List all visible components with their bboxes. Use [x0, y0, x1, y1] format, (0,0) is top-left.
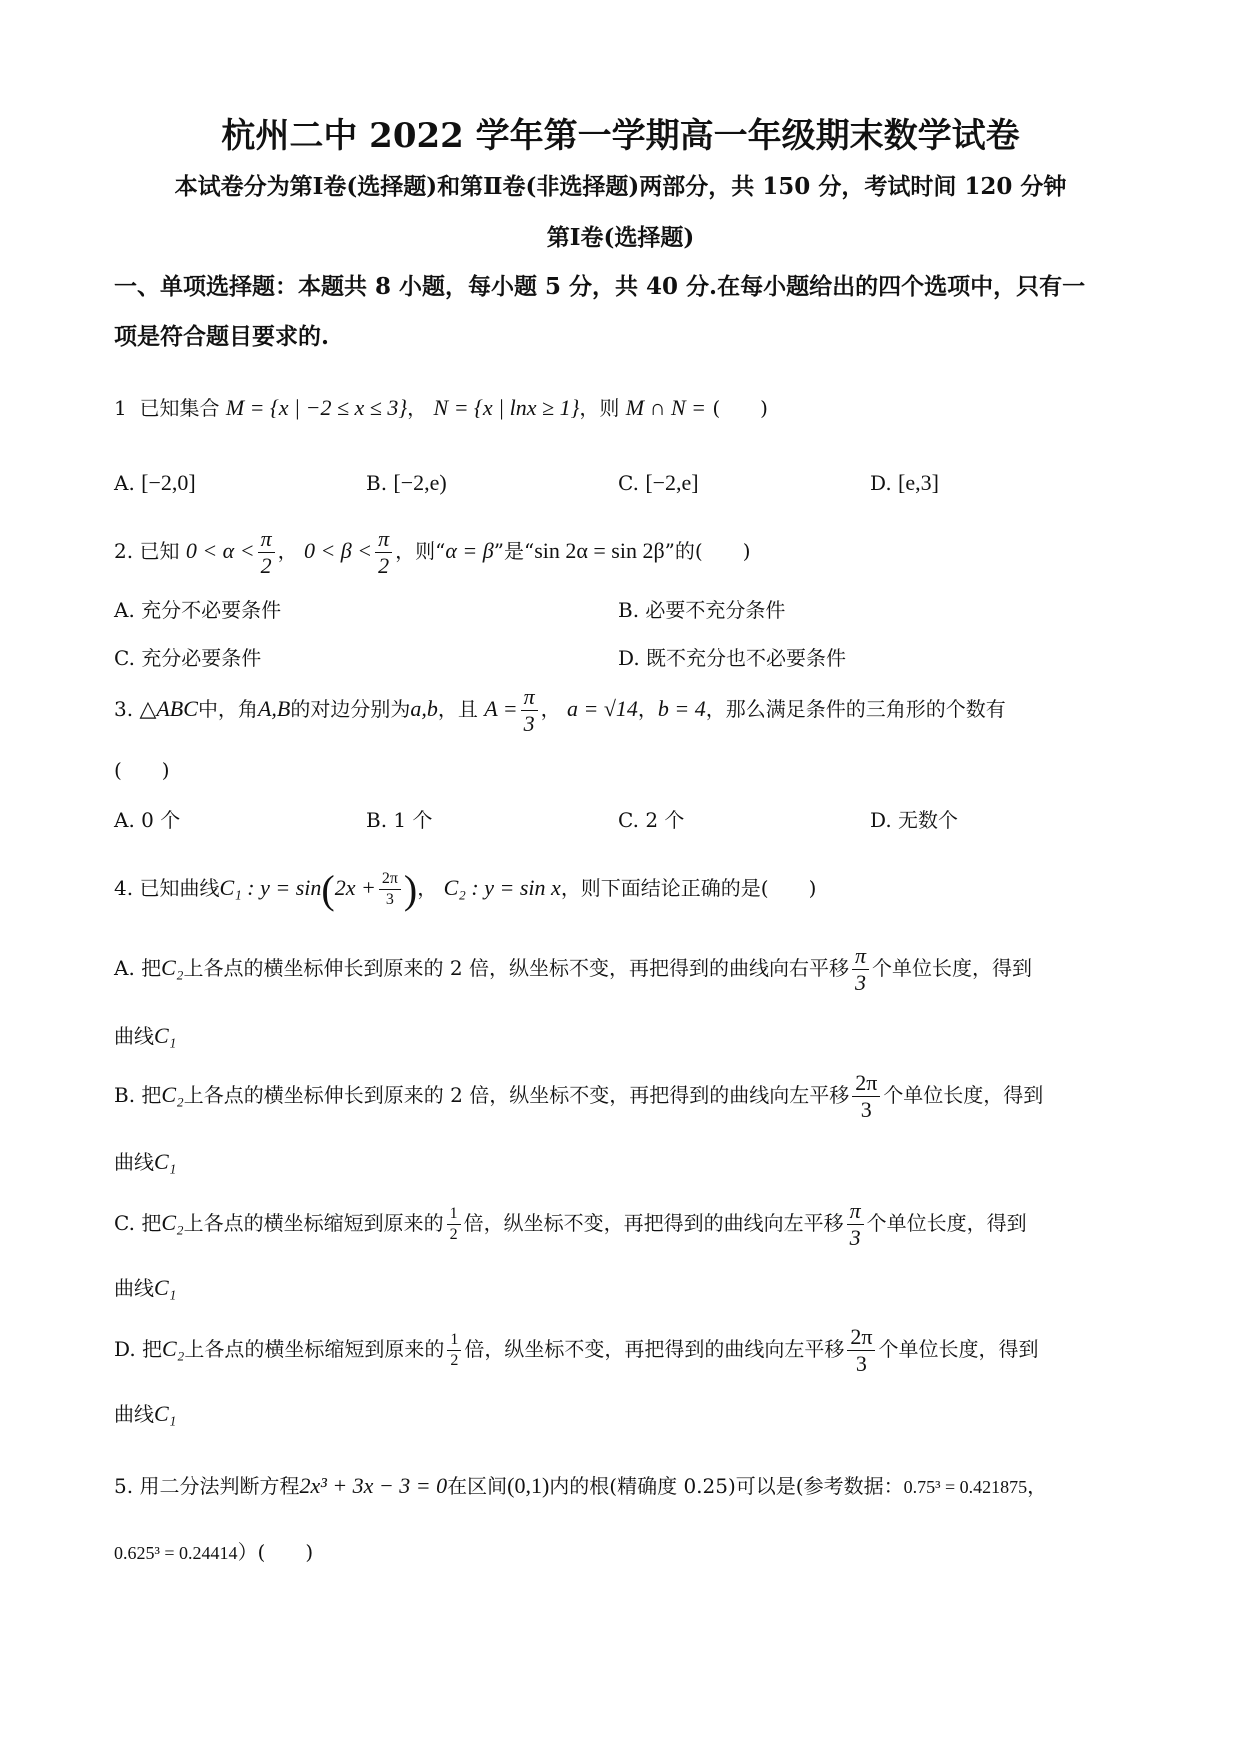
q1-option-b — [366, 470, 447, 496]
numerator: 2π — [852, 1072, 880, 1097]
option-value: 0 个 — [141, 808, 181, 832]
denominator: 3 — [523, 711, 535, 736]
denominator: 2 — [260, 553, 272, 578]
numerator: 2π — [379, 871, 401, 890]
paren-open: ( — [321, 867, 335, 912]
set-n: N = {x | lnx ≥ 1} — [433, 395, 580, 420]
answer-blank: ( ) — [712, 396, 768, 420]
numerator: π — [521, 686, 538, 711]
question-2 — [114, 528, 751, 577]
option-label: A. — [114, 471, 135, 495]
option-value: [−2,e] — [645, 470, 699, 495]
numerator: 2π — [847, 1326, 875, 1351]
separator: ， — [1027, 1474, 1048, 1498]
question-5 — [114, 1470, 1047, 1499]
numerator: π — [847, 1200, 864, 1225]
option-text: 曲线 — [114, 1276, 154, 1300]
option-label: C. — [114, 646, 135, 670]
question-text: ，且 — [437, 697, 478, 721]
numerator: 1 — [447, 1206, 461, 1225]
denominator: 3 — [860, 1097, 872, 1122]
option-text: 把 — [141, 1211, 162, 1235]
q4-option-b-tail — [114, 1146, 176, 1175]
option-label: D. — [618, 646, 640, 670]
fraction — [847, 1326, 875, 1375]
sides: a,b — [410, 696, 438, 721]
fraction — [375, 528, 392, 577]
interval: (0,1) — [507, 1473, 550, 1498]
option-label: D. — [870, 808, 892, 832]
fraction — [852, 1072, 880, 1121]
option-value: 2 个 — [645, 808, 685, 832]
option-label: D. — [114, 1337, 136, 1361]
q4-option-c — [114, 1200, 1027, 1249]
denominator: 3 — [854, 970, 866, 995]
question-number: 5. — [114, 1474, 134, 1498]
equation: α = β — [445, 538, 494, 563]
denominator: 3 — [385, 891, 394, 908]
q3-option-b — [366, 804, 433, 833]
curve-c1: C₁ — [154, 1023, 177, 1048]
option-text: 曲线 — [114, 1024, 154, 1048]
q3-option-a — [114, 804, 180, 833]
question-number: 3. — [114, 697, 134, 721]
q3-option-c — [618, 804, 684, 833]
numerator: π — [375, 528, 392, 553]
exam-title: 杭州二中 2022 学年第一学期高一年级期末数学试卷 — [221, 116, 1020, 156]
curve-c2: C₂ — [161, 1210, 184, 1235]
numerator: 1 — [447, 1332, 461, 1351]
q2-option-b — [618, 594, 785, 623]
side-b-value: b = 4 — [657, 696, 706, 721]
option-label: B. — [618, 598, 640, 622]
equation: 2x³ + 3x − 3 = 0 — [299, 1473, 448, 1498]
option-text: 上各点的横坐标缩短到原来的 — [184, 1337, 445, 1361]
curve-c1: C₁ — [154, 1149, 177, 1174]
option-label: C. — [618, 808, 639, 832]
question-4 — [114, 866, 816, 913]
answer-blank: ）( ) — [237, 1540, 314, 1564]
question-text: 中，角 — [197, 697, 258, 721]
denominator: 2 — [450, 1352, 459, 1369]
numerator: π — [852, 945, 869, 970]
question-number: 2. — [114, 539, 134, 563]
q4-option-d-tail — [114, 1398, 176, 1427]
section-heading-line2: 项是符合题目要求的. — [114, 323, 330, 350]
angle-equation: A = — [484, 696, 518, 721]
option-value: 无数个 — [898, 808, 959, 832]
option-text: 把 — [141, 1083, 162, 1107]
fraction — [447, 1206, 461, 1243]
option-text: 个单位长度，得到 — [883, 1083, 1044, 1107]
q2-option-d — [618, 642, 846, 671]
option-text: 个单位长度，得到 — [878, 1337, 1039, 1361]
option-label: C. — [114, 1211, 135, 1235]
question-text: ，则下面结论正确的是( ) — [560, 876, 817, 900]
curve-c2: C₂ — [161, 1082, 184, 1107]
option-value: 充分不必要条件 — [141, 598, 282, 622]
question-text: 已知 — [139, 539, 180, 563]
denominator: 2 — [449, 1226, 458, 1243]
option-value: [−2,0] — [141, 470, 196, 495]
alpha-condition: 0 < α < — [185, 538, 255, 563]
question-1 — [114, 392, 768, 421]
option-text: 倍，纵坐标不变，再把得到的曲线向左平移 — [464, 1337, 845, 1361]
question-text: ，则“ — [395, 539, 446, 563]
option-label: A. — [114, 598, 135, 622]
intersection-expression: M ∩ N = — [625, 395, 706, 420]
question-text: ，则 — [579, 396, 620, 420]
option-text: 上各点的横坐标缩短到原来的 — [183, 1211, 444, 1235]
exam-subtitle: 本试卷分为第Ⅰ卷(选择题)和第Ⅱ卷(非选择题)两部分，共 150 分，考试时间 120 分钟 — [174, 173, 1067, 200]
option-label: B. — [114, 1083, 136, 1107]
option-value: 既不充分也不必要条件 — [646, 646, 847, 670]
option-value: 充分必要条件 — [141, 646, 262, 670]
option-label: B. — [366, 471, 388, 495]
fraction — [847, 1200, 864, 1249]
question-number: 4. — [114, 876, 134, 900]
separator: ， — [277, 539, 298, 563]
option-text: 曲线 — [114, 1150, 154, 1174]
option-value: 1 个 — [393, 808, 433, 832]
option-text: 曲线 — [114, 1402, 154, 1426]
option-text: 个单位长度，得到 — [871, 956, 1032, 980]
beta-condition: 0 < β < — [303, 538, 373, 563]
option-label: B. — [366, 808, 388, 832]
reference-data: 0.75³ = 0.421875 — [903, 1477, 1028, 1497]
option-label: A. — [114, 808, 135, 832]
question-text: 内的根(精确度 0.25)可以是(参考数据： — [549, 1474, 904, 1498]
q4-option-a-tail — [114, 1020, 176, 1049]
angles: A,B — [257, 696, 291, 721]
set-m: M = {x | −2 ≤ x ≤ 3} — [225, 395, 408, 420]
numerator: π — [258, 528, 275, 553]
question-text: 已知曲线 — [139, 876, 220, 900]
question-text: ”是“ — [493, 539, 535, 563]
option-text: 上各点的横坐标伸长到原来的 2 倍，纵坐标不变，再把得到的曲线向左平移 — [183, 1083, 850, 1107]
curve-c1-argument: 2x + — [334, 875, 376, 900]
reference-data: 0.625³ = 0.24414 — [114, 1543, 238, 1563]
q4-option-c-tail — [114, 1272, 176, 1301]
separator: ， — [540, 697, 561, 721]
separator: ， — [417, 876, 438, 900]
question-3 — [114, 686, 1006, 735]
question-text: 用二分法判断方程 — [139, 1474, 300, 1498]
question-text: 已知集合 — [139, 396, 220, 420]
option-value: [−2,e) — [393, 470, 447, 495]
paren-close: ) — [403, 867, 418, 912]
fraction — [258, 528, 275, 577]
q1-option-c — [618, 470, 699, 496]
q4-option-d — [114, 1326, 1038, 1375]
curve-c1: C₁ : y = sin — [219, 875, 322, 900]
curve-c1: C₁ — [154, 1401, 177, 1426]
side-a-value: a = √14 — [566, 696, 638, 721]
option-text: 把 — [141, 956, 162, 980]
q3-option-d — [870, 804, 958, 833]
question-5-cont — [114, 1536, 313, 1565]
q2-option-c — [114, 642, 261, 671]
denominator: 2 — [378, 553, 390, 578]
equation: sin 2α = sin 2β — [534, 538, 665, 563]
q2-option-a — [114, 594, 281, 623]
question-text: 在区间 — [447, 1474, 508, 1498]
separator: ， — [407, 396, 428, 420]
q4-option-a — [114, 945, 1032, 994]
q3-answer-blank: ( ) — [114, 758, 170, 782]
question-text: ，那么满足条件的三角形的个数有 — [705, 697, 1006, 721]
answer-blank: ”的( ) — [664, 539, 751, 563]
fraction — [379, 871, 401, 908]
option-label: D. — [870, 471, 892, 495]
curve-c2: C₂ : y = sin x — [443, 875, 561, 900]
question-number: 1 — [114, 396, 127, 420]
curve-c2: C₂ — [162, 1336, 185, 1361]
option-label: C. — [618, 471, 639, 495]
section-heading-line1: 一、单项选择题：本题共 8 小题，每小题 5 分，共 40 分.在每小题给出的四个选项中，只有一 — [114, 273, 1086, 300]
q4-option-b — [114, 1072, 1043, 1121]
option-value: [e,3] — [898, 470, 939, 495]
option-text: 个单位长度，得到 — [866, 1211, 1027, 1235]
option-text: 倍，纵坐标不变，再把得到的曲线向左平移 — [463, 1211, 844, 1235]
option-text: 把 — [142, 1337, 163, 1361]
option-value: 必要不充分条件 — [645, 598, 786, 622]
q1-option-a — [114, 470, 196, 496]
option-text: 上各点的横坐标伸长到原来的 2 倍，纵坐标不变，再把得到的曲线向右平移 — [183, 956, 849, 980]
q1-option-d — [870, 470, 939, 496]
denominator: 3 — [849, 1225, 861, 1250]
option-label: A. — [114, 956, 135, 980]
separator: ， — [637, 697, 658, 721]
triangle: △ABC — [139, 696, 198, 721]
fraction — [447, 1332, 461, 1369]
denominator: 3 — [855, 1351, 867, 1376]
question-text: 的对边分别为 — [290, 697, 411, 721]
curve-c1: C₁ — [154, 1275, 177, 1300]
fraction — [852, 945, 869, 994]
curve-c2: C₂ — [161, 955, 184, 980]
fraction — [521, 686, 538, 735]
part-heading: 第Ⅰ卷(选择题) — [546, 224, 695, 251]
